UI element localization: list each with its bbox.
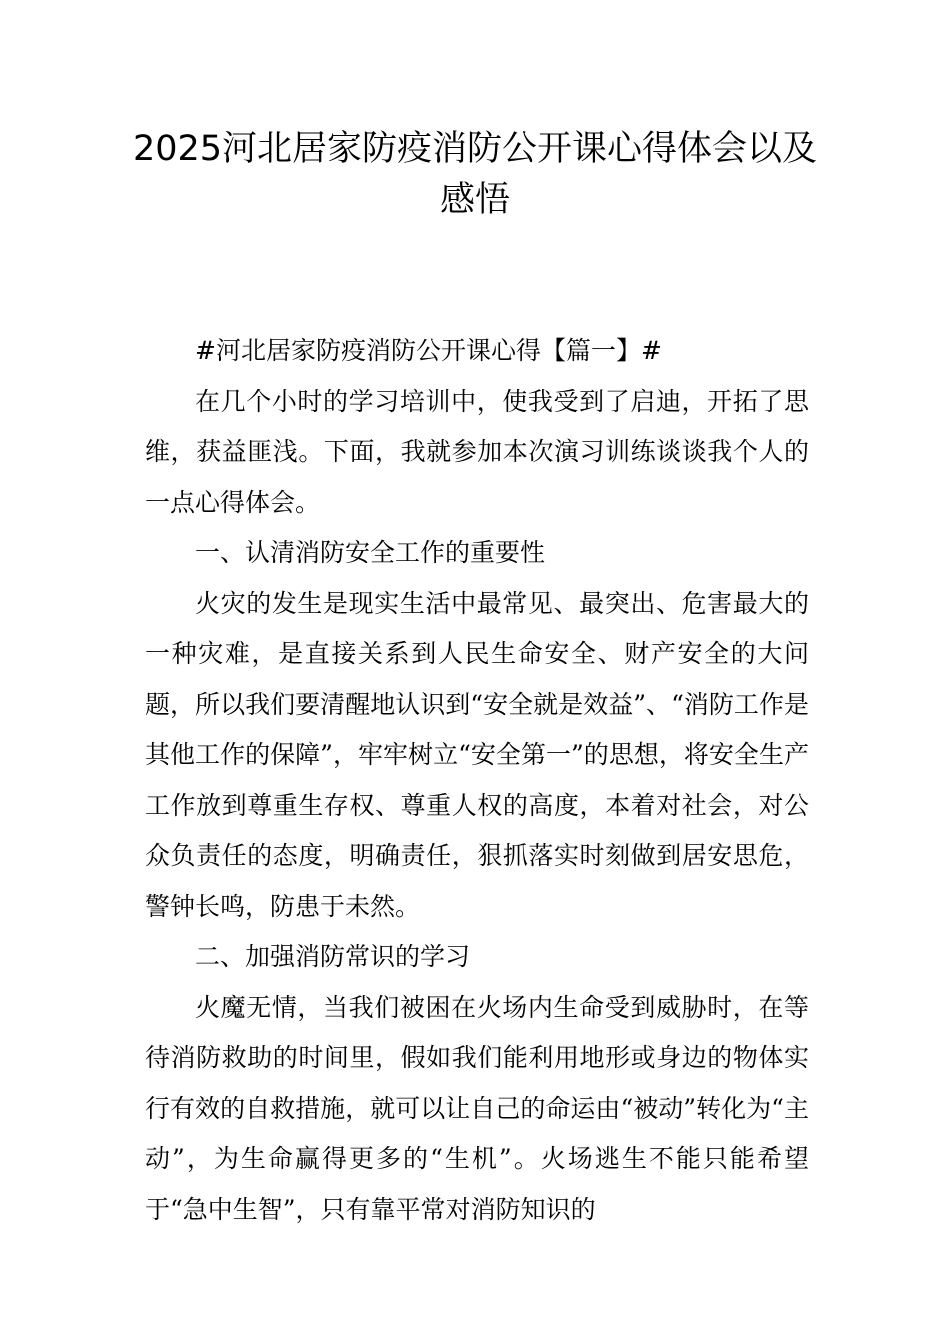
body-paragraph: 在几个小时的学习培训中，使我受到了启迪，开拓了思维，获益匪浅。下面，我就参加本次演习训练谈谈我个人的一点心得体会。 (145, 386, 809, 517)
body-paragraph: 火魔无情，当我们被困在火场内生命受到威胁时，在等待消防救助的时间里，假如我们能利用地形或身边的物体实行有效的自救措施，就可以让自己的命运由“被动”转化为“主动”，为生命赢得更多的“生机”。火场逃生不能只能希望于“急中生智”，只有靠平常对消防知识的 (145, 992, 809, 1224)
document-body (145, 326, 809, 1235)
body-paragraph: 火灾的发生是现实生活中最常见、最突出、危害最大的一种灾难，是直接关系到人民生命安全、财产安全的大问题，所以我们要清醒地认识到“安全就是效益”、“消防工作是其他工作的保障”，牢牢树立“安全第一”的思想，将安全生产工作放到尊重生存权、尊重人权的高度，本着对社会，对公众负责任的态度，明确责任，狠抓落实时刻做到居安思危，警钟长鸣，防患于未然。 (145, 588, 809, 921)
section-heading: 一、认清消防安全工作的重要性 (195, 538, 546, 567)
section-heading: 二、加强消防常识的学习 (195, 942, 471, 971)
document-title: 2025河北居家防疫消防公开课心得体会以及感悟 (132, 129, 818, 220)
section-heading-part-one: #河北居家防疫消防公开课心得【篇一】# (195, 336, 662, 365)
